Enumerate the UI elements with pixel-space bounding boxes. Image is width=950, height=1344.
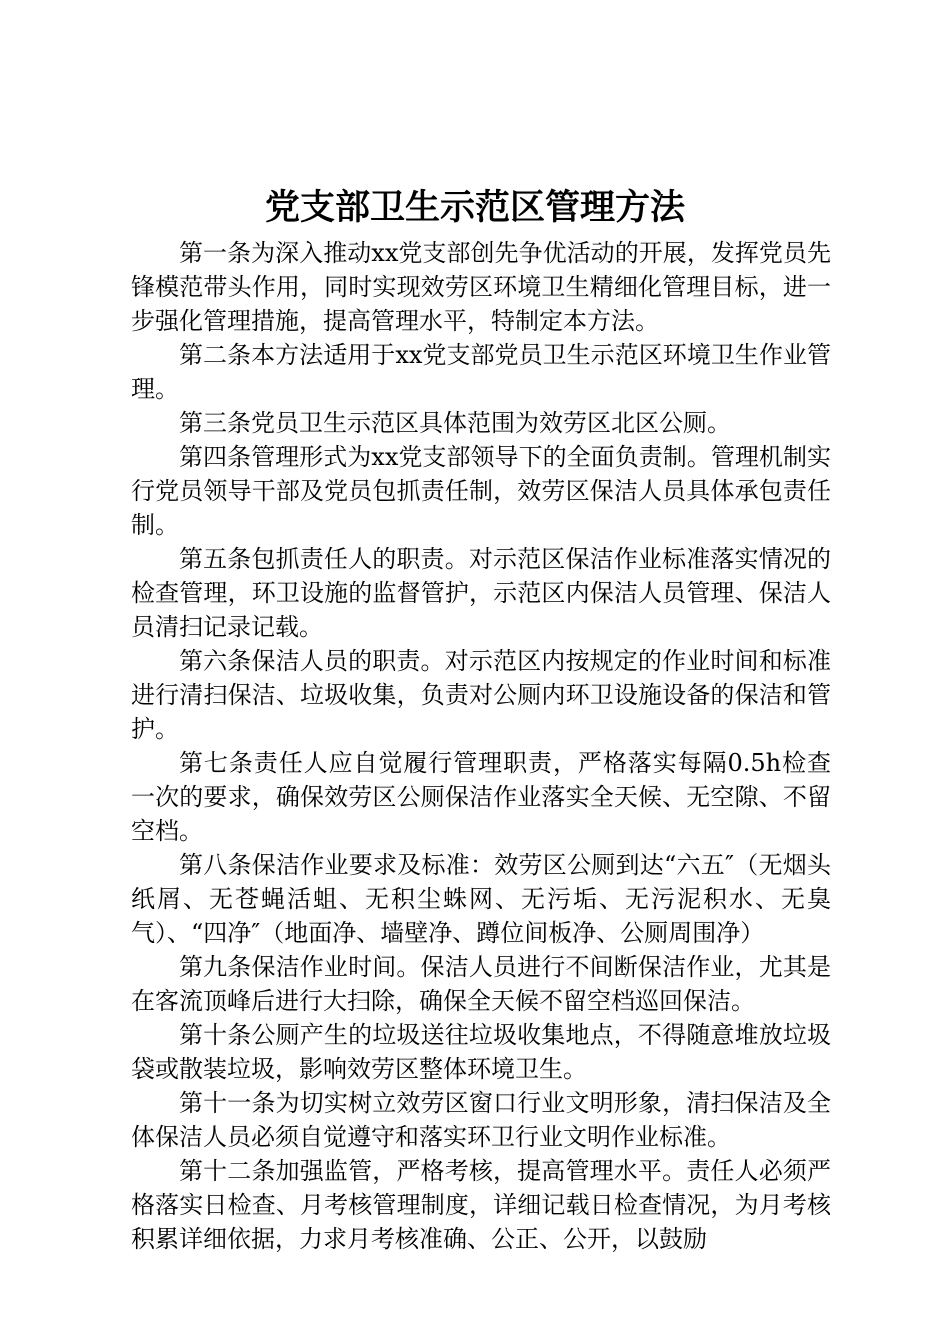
article-2: 第二条本方法适用于xx党支部党员卫生示范区环境卫生作业管理。	[131, 341, 831, 403]
article-8: 第八条保洁作业要求及标准：效劳区公厕到达“六五″（无烟头纸屑、无苍蝇活蛆、无积尘蛛网、无污垢、无污泥积水、无臭气）、“四净″（地面净、墙壁净、蹲位间板净、公厕周围净）	[131, 851, 831, 947]
article-4: 第四条管理形式为xx党支部领导下的全面负责制。管理机制实行党员领导干部及党员包抓责任制，效劳区保洁人员具体承包责任制。	[131, 443, 831, 539]
article-6: 第六条保洁人员的职责。对示范区内按规定的作业时间和标准进行清扫保洁、垃圾收集，负责对公厕内环卫设施设备的保洁和管护。	[131, 647, 831, 743]
article-11: 第十一条为切实树立效劳区窗口行业文明形象，清扫保洁及全体保洁人员必须自觉遵守和落实环卫行业文明作业标准。	[131, 1089, 831, 1151]
article-7: 第七条责任人应自觉履行管理职责，严格落实每隔0.5h检查一次的要求，确保效劳区公厕保洁作业落实全天候、无空隙、不留空档。	[131, 749, 831, 845]
document-body	[131, 236, 831, 1256]
article-3: 第三条党员卫生示范区具体范围为效劳区北区公厕。	[179, 409, 731, 437]
article-1: 第一条为深入推动xx党支部创先争优活动的开展，发挥党员先锋模范带头作用，同时实现效劳区环境卫生精细化管理目标，进一步强化管理措施，提高管理水平，特制定本方法。	[131, 239, 831, 335]
article-9: 第九条保洁作业时间。保洁人员进行不间断保洁作业，尤其是在客流顶峰后进行大扫除，确保全天候不留空档巡回保洁。	[131, 953, 831, 1015]
article-12: 第十二条加强监管，严格考核，提高管理水平。责任人必须严格落实日检查、月考核管理制度，详细记载日检查情况，为月考核积累详细依据，力求月考核准确、公正、公开，以鼓励	[131, 1157, 831, 1253]
article-5: 第五条包抓责任人的职责。对示范区保洁作业标准落实情况的检查管理，环卫设施的监督管护，示范区内保洁人员管理、保洁人员清扫记录记载。	[131, 545, 831, 641]
document-title: 党支部卫生示范区管理方法	[264, 187, 685, 228]
article-10: 第十条公厕产生的垃圾送往垃圾收集地点，不得随意堆放垃圾袋或散装垃圾，影响效劳区整体环境卫生。	[131, 1021, 831, 1083]
